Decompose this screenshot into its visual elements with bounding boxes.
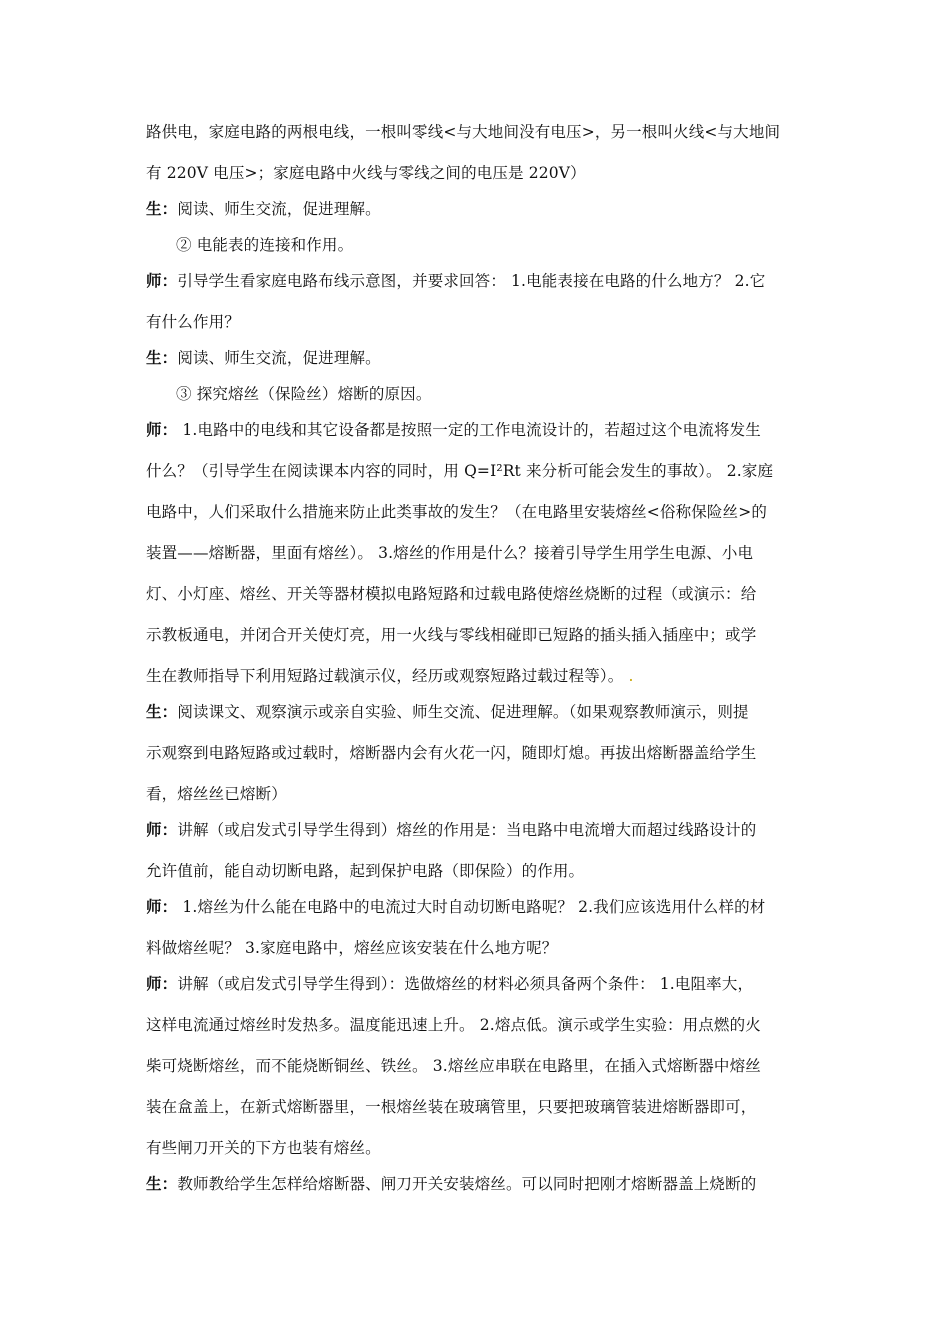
text-line <box>146 1138 812 1158</box>
line-text: 这样电流通过熔丝时发热多。温度能迅速上升。 2.熔点低。演示或学生实验：用点燃的火 <box>146 1016 761 1034</box>
line-text: 阅读、师生交流，促进理解。 <box>177 200 381 218</box>
student-label: 生： <box>146 349 178 367</box>
teacher-paragraph <box>146 974 812 1158</box>
section-item <box>146 384 812 404</box>
line-text: 电路中，人们采取什么措施来防止此类事故的发生？（在电路里安装熔丝<俗称保险丝>的 <box>146 503 767 521</box>
student-label: 生： <box>146 703 178 721</box>
text-line <box>146 938 812 958</box>
line-text: 看，熔丝丝已熔断） <box>146 785 287 803</box>
line-text: 1.电路中的电线和其它设备都是按照一定的工作电流设计的，若超过这个电流将发生 <box>177 421 761 439</box>
text-line <box>146 199 812 219</box>
student-paragraph <box>146 702 812 804</box>
line-text: 允许值前，能自动切断电路，起到保护电路（即保险）的作用。 <box>146 862 585 880</box>
text-line <box>146 163 812 183</box>
student-paragraph <box>146 199 812 219</box>
line-text: 1.熔丝为什么能在电路中的电流过大时自动切断电路呢？ 2.我们应该选用什么样的材 <box>177 898 766 916</box>
line-text: 有些闸刀开关的下方也装有熔丝。 <box>146 1139 381 1157</box>
text-line <box>146 1097 812 1117</box>
line-text: 装置——熔断器，里面有熔丝）。 3.熔丝的作用是什么？接着引导学生用学生电源、小电 <box>146 544 754 562</box>
line-text: 讲解（或启发式引导学生得到）熔丝的作用是：当电路中电流增大而超过线路设计的 <box>177 821 757 839</box>
teacher-paragraph <box>146 820 812 881</box>
teacher-label: 师： <box>146 975 178 993</box>
teacher-paragraph <box>146 420 812 686</box>
line-text: 教师教给学生怎样给熔断器、闸刀开关安装熔丝。可以同时把刚才熔断器盖上烧断的 <box>177 1175 757 1193</box>
text-line <box>146 584 812 604</box>
teacher-label: 师： <box>146 821 178 839</box>
line-text: 有什么作用？ <box>146 313 240 331</box>
text-line <box>146 820 812 840</box>
line-text: 有 220V 电压>；家庭电路中火线与零线之间的电压是 220V） <box>146 164 586 182</box>
line-text: 灯、小灯座、熔丝、开关等器材模拟电路短路和过载电路使熔丝烧断的过程（或演示：给 <box>146 585 757 603</box>
section-item <box>146 235 812 255</box>
line-text: ② 电能表的连接和作用。 <box>176 236 354 254</box>
line-text: ③ 探究熔丝（保险丝）熔断的原因。 <box>176 385 432 403</box>
teacher-label: 师： <box>146 898 178 916</box>
line-text: 柴可烧断熔丝，而不能烧断铜丝、铁丝。 3.熔丝应串联在电路里，在插入式熔断器中熔丝 <box>146 1057 761 1075</box>
line-text: 路供电，家庭电路的两根电线，一根叫零线<与大地间没有电压>，另一根叫火线<与大地间 <box>146 123 781 141</box>
trailing-mark: . <box>623 667 634 685</box>
text-line <box>146 502 812 522</box>
line-text: 示观察到电路短路或过载时，熔断器内会有火花一闪，随即灯熄。再拔出熔断器盖给学生 <box>146 744 757 762</box>
teacher-paragraph <box>146 271 812 332</box>
text-line <box>146 235 812 255</box>
student-paragraph <box>146 1174 812 1194</box>
text-line <box>146 348 812 368</box>
teacher-paragraph <box>146 897 812 958</box>
text-line <box>146 743 812 763</box>
text-line <box>146 666 812 686</box>
student-label: 生： <box>146 200 178 218</box>
paragraph <box>146 122 812 183</box>
text-line <box>146 271 812 291</box>
text-line <box>146 861 812 881</box>
text-line <box>146 384 812 404</box>
line-text: 示教板通电，并闭合开关使灯亮，用一火线与零线相碰即已短路的插头插入插座中；或学 <box>146 626 757 644</box>
line-text: 什么？（引导学生在阅读课本内容的同时，用 Q=I²Rt 来分析可能会发生的事故）。 2.家庭 <box>146 462 774 480</box>
text-line <box>146 784 812 804</box>
line-text: 阅读课文、观察演示或亲自实验、师生交流、促进理解。（如果观察教师演示，则提 <box>177 703 749 721</box>
text-line <box>146 625 812 645</box>
text-line <box>146 702 812 722</box>
line-text: 阅读、师生交流，促进理解。 <box>177 349 381 367</box>
text-line <box>146 1015 812 1035</box>
teacher-label: 师： <box>146 421 178 439</box>
line-text: 料做熔丝呢？ 3.家庭电路中，熔丝应该安装在什么地方呢？ <box>146 939 558 957</box>
document-body <box>146 122 812 1194</box>
text-line <box>146 974 812 994</box>
text-line <box>146 1056 812 1076</box>
student-label: 生： <box>146 1175 178 1193</box>
text-line <box>146 420 812 440</box>
text-line <box>146 543 812 563</box>
text-line <box>146 1174 812 1194</box>
line-text: 生在教师指导下利用短路过载演示仪，经历或观察短路过载过程等）。 <box>146 667 624 685</box>
line-text: 装在盒盖上，在新式熔断器里，一根熔丝装在玻璃管里，只要把玻璃管装进熔断器即可， <box>146 1098 757 1116</box>
line-text: 引导学生看家庭电路布线示意图，并要求回答： 1.电能表接在电路的什么地方？ 2.它 <box>177 272 766 290</box>
teacher-label: 师： <box>146 272 178 290</box>
text-line <box>146 122 812 142</box>
line-text: 讲解（或启发式引导学生得到）：选做熔丝的材料必须具备两个条件： 1.电阻率大， <box>177 975 754 993</box>
text-line <box>146 897 812 917</box>
text-line <box>146 461 812 481</box>
student-paragraph <box>146 348 812 368</box>
text-line <box>146 312 812 332</box>
